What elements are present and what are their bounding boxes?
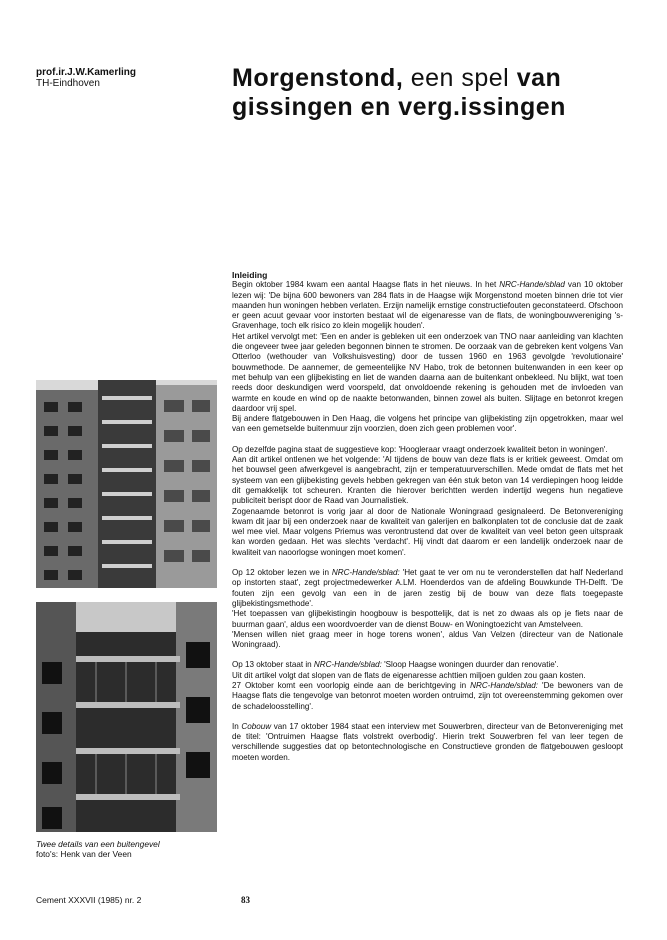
building-facade-image-1 [36,380,217,588]
photo-credit: foto's: Henk van der Veen [36,849,132,859]
paragraph: Begin oktober 1984 kwam een aantal Haagse flats in het nieuws. In het NRC-Hande/sblad van 10 oktober lezen wij: 'De bijna 600 bewoners van 284 flats in de Haagse wijk Morgenstond moeten binnen drie tot vier maanden hun woningen hebben verlaten. Erzijn namelijk ernstige constructiefouten geconstateerd. Ofschoon er geen acuut gevaar voor instorten bestaat wil de eigenaresse van de flats, de woningbouwvereniging 's-Gravenhage, toch elk risico zo klein mogelijk houden'. [232,280,623,331]
journal-issue: Cement XXXVII (1985) nr. 2 [36,895,142,905]
article-title [232,64,632,122]
paragraph: Op dezelfde pagina staat de suggestieve kop: 'Hoogleraar vraagt onderzoek kwaliteit beton in woningen'. [232,444,608,454]
building-facade-photo-2 [36,602,217,832]
paragraph: Bij andere flatgebouwen in Den Haag, die volgens het principe van glijbekisting zijn opgetrokken, maar wel van een gemetselde buitenmuur zijn voorzien, doen zich geen problemen voor'. [232,414,623,434]
author-block [36,67,136,89]
paragraph: Het artikel vervolgt met: 'Een en ander is gebleken uit een onderzoek van TNO naar aanleiding van klachten die ongeveer twee jaar geleden begonnen binnen te stromen. De oorzaak van de gebreken kent volgens Van Otterloo (wethouder van Volkshuisvesting) door de tussen 1960 en 1963 gevolgde 'revolutionaire' bouwmethode. De aannemer, de gemeentelijke NV Habo, trok de betonnen buitenwanden in een keer op met behulp van een glijbekisting en liet de wanden daarna aan de buitenkant onbekleed. Nu blijkt, wat toen reeds door deskundigen werd voorspeld, dat onvoldoende rekening is gehouden met de invloeden van warmte en koude en wind op de naakte betonwanden, binnen zowel als buiten. Slijtage en betonrot kregen daardoor vrij spel. [232,331,623,413]
author-name: prof.ir.J.W.Kamerling [36,67,137,78]
title-word-2: een spel [410,64,510,92]
title-line-2: gissingen en verg.issingen [232,93,566,121]
article-body [232,270,623,763]
page-number: 83 [241,895,250,905]
source-citation: NRC-Hande/sblad [499,280,565,290]
paragraph: 27 Oktober komt een voorlopig einde aan de berichtgeving in NRC-Hande/sblad: 'De bewoners van de Haagse flats die tengevolge van betonrot moeten worden ontruimd, zijn tot overeenstemming gekomen over de schadeloosstelling'. [232,680,623,711]
photo-caption [36,839,160,859]
paragraph: In Cobouw van 17 oktober 1984 staat een interview met Souwerbren, directeur van de Betonvereniging met de titel: 'Ontruimen Haagse flats volstrekt overbodig'. Hierin trekt Souwerbren fel van leer tegen de verschillende suggesties dat op betontechnologische en Constructieve gronden de flatgebouwen gesloopt moeten worden. [232,721,623,762]
title-word-3: van [516,64,562,92]
section-heading: Inleiding [232,270,268,280]
paragraph: 'Het toepassen van glijbekistingin hoogbouw is bespottelijk, dat is net zo dwaas als op je fiets naar de buurman gaan', aldus een woordvoerder van de dienst Bouw- en Woningtoezicht van Amstelveen. [232,609,623,629]
paragraph: Aan dit artikel ontlenen we het volgende: 'Al tijdens de bouw van deze flats is er kritiek geweest. Omdat om het bouwsel geen afwerkgevel is aangebracht, zijn er temperatuurverschillen. Mede omdat de flats met het systeem van een glijbekisting gevels hebben gekregen van één stuk beton van 14 verdiepingen hoog leidde dit gemakkelijk tot scheuren. Kranten die hierover berichtten werden indertijd wegens hun negatieve publiciteit berispt door de Raad van Journalistiek. [232,455,623,506]
source-citation: Cobouw [241,721,272,731]
source-citation: NRC-Hande/sblad: [470,680,539,690]
paragraph: Op 12 oktober lezen we in NRC-Hande/sblad: 'Het gaat te ver om nu te veronderstellen dat half Nederland op instorten staat', zegt projectmedewerker A.LM. Hoenderdos van de afdeling Bouwkunde TH-Delft. 'De fouten zijn een gevolg van een in de jaren zestig bij de bouw van deze flats toegepaste glijbekistingsmethode'. [232,568,623,608]
building-facade-image-2 [36,602,217,832]
author-affiliation: TH-Eindhoven [36,78,100,89]
source-citation: NRC-Hande/sblad: [313,660,382,670]
paragraph: 'Mensen willen niet graag meer in hoge torens wonen', aldus Van Velzen (directeur van de Nationale Woningraad). [232,629,623,650]
building-facade-photo-1 [36,380,217,588]
source-citation: NRC-Hande/sblad: [331,568,400,578]
paragraph: Zogenaamde betonrot is vorig jaar al door de Nationale Woningraad gesignaleerd. De Betonvereniging kwam dit jaar bij een onderzoek naar de kwaliteit van galerijen en balkonplaten tot de conclusie dat de zaak wel mee viel. Maar volgens Priemus was verontrustend dat over de kwaliteit van veel beton geen uitspraak kan worden gedaan. Het was slechts 'verdacht'. Hij vindt dat daarom er een landelijk onderzoek naar de kwaliteit van naoorlogse woningen moet komen'. [232,506,623,557]
paragraph: Op 13 oktober staat in NRC-Hande/sblad: 'Sloop Haagse woningen duurder dan renovatie'. [232,660,559,670]
paragraph: Uit dit artikel volgt dat slopen van de flats de eigenaresse achttien miljoen gulden zou gaan kosten. [232,670,586,680]
photo-caption-text: Twee details van een buitengevel [36,839,160,849]
title-word-1: Morgenstond, [232,64,404,92]
